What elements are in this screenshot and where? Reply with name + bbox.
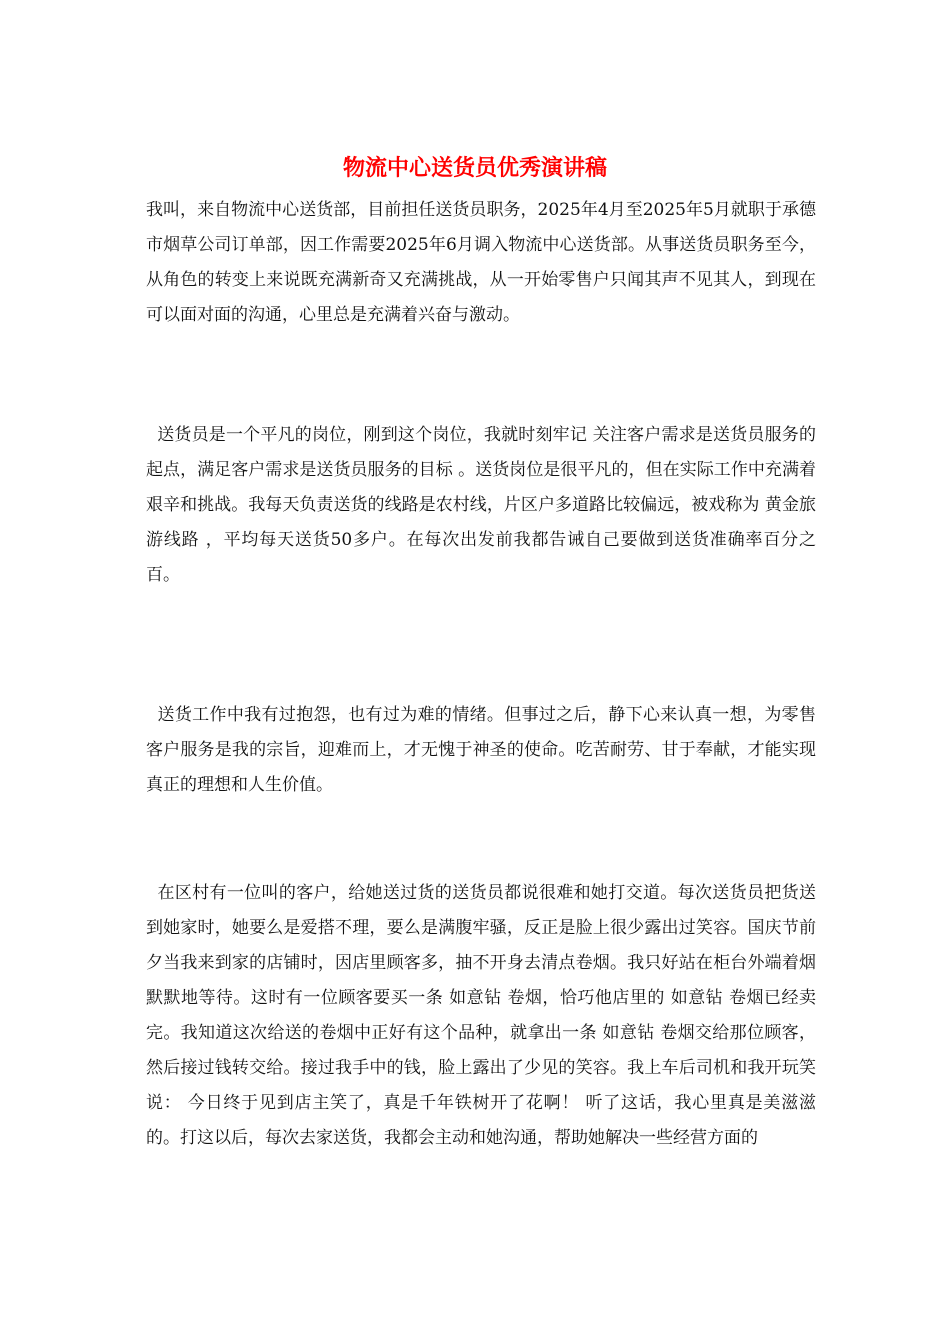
paragraph-4: 在区村有一位叫的客户，给她送过货的送货员都说很难和她打交道。每次送货员把货送到她家时，她要么是爱搭不理，要么是满腹牢骚，反正是脸上很少露出过笑容。国庆节前夕当我来到家的店铺时，因店里顾客多，抽不开身去清点卷烟。我只好站在柜台外端着烟默默地等待。这时有一位顾客要买一条 如意钻 卷烟，恰巧他店里的 如意钻 卷烟已经卖完。我知道这次给送的卷烟中正好有这个品种，就拿出一条 如意钻 卷烟交给那位顾客，然后接过钱转交给。接过我手中的钱，脸上露出了少见的笑容。我上车后司机和我开玩笑说： 今日终于见到店主笑了，真是千年铁树开了花啊！ 听了这话，我心里真是美滋滋的。打这以后，每次去家送货，我都会主动和她沟通，帮助她解决一些经营方面的 [146,883,816,1148]
paragraph-2: 送货员是一个平凡的岗位，刚到这个岗位，我就时刻牢记 关注客户需求是送货员服务的起点，满足客户需求是送货员服务的目标 。送货岗位是很平凡的，但在实际工作中充满着艰辛和挑战。我每天负责送货的线路是农村线，片区户多道路比较偏远，被戏称为 黄金旅游线路 ，平均每天送货50多户。在每次出发前我都告诫自己要做到送货准确率百分之百。 [146,425,816,585]
paragraph-3: 送货工作中我有过抱怨，也有过为难的情绪。但事过之后，静下心来认真一想，为零售客户服务是我的宗旨，迎难而上，才无愧于神圣的使命。吃苦耐劳、甘于奉献，才能实现真正的理想和人生价值。 [146,705,816,795]
paragraph-1: 我叫，来自物流中心送货部，目前担任送货员职务，2025年4月至2025年5月就职于承德市烟草公司订单部，因工作需要2025年6月调入物流中心送货部。从事送货员职务至今，从角色的转变上来说既充满新奇又充满挑战，从一开始零售户只闻其声不见其人，到现在可以面对面的沟通，心里总是充满着兴奋与激动。 [146,200,816,325]
document-title: 物流中心送货员优秀演讲稿 [342,155,607,181]
